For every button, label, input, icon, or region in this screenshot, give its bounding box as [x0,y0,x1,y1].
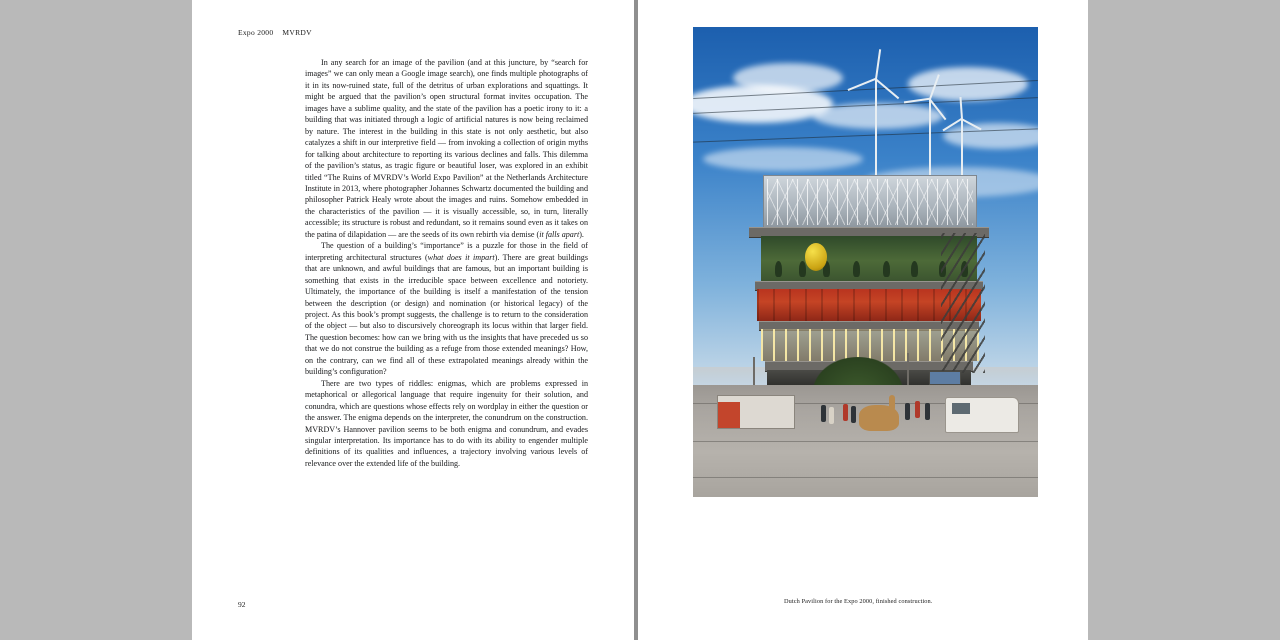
figure-caption: Dutch Pavilion for the Expo 2000, finished construction. [784,598,933,605]
person [905,403,910,420]
tree [853,261,860,277]
cloud [703,147,863,171]
turbine-mast [875,79,877,179]
roof-deck [763,175,977,229]
person [829,407,834,424]
paragraph-1: In any search for an image of the pavilion (and at this juncture, by “search for images” we can only mean a Google image search), one finds multiple photographs of it in its now-ruined state, full of the detritus of urban explorations and squattings. It might be argued that the pavilion’s open structural format invites occupation. The images have a sublime quality, and the state of the pavilion has a poetic irony to it: a building that was initiated through a logic of artificial natures is now being reclaimed by nature. The interest in the building in this state is not only aesthetic, but also catalyzes a shift in our interpretive field — from invoking a collection of origin myths for talking about architecture to reporting its various declines and falls. This dilemma of the pavilion’s status, as tragic figure or beautiful loser, was explored in an exhibit titled “The Ruins of MVRDV’s World Expo Pavilion” at the Netherlands Architecture Institute in 2013, where photographer Johannes Schwartz documented the building and philosopher Patrick Healy wrote about the images and ruins. Somehow embedded in the characteristics of the pavilion — it is visually accessible, so, in turn, literally accessible; its structure is robust and redundant, so it remains sound even as it takes on the patina of dilapidation — are the seeds of its own rebirth via demise (it falls apart). [305,58,588,239]
running-head-left: Expo 2000 [238,28,274,37]
left-page [192,0,634,640]
truck-cab [718,402,740,428]
page-number: 92 [238,600,246,609]
yellow-sphere [805,243,827,271]
running-head-right: MVRDV [282,28,312,37]
right-margin [1088,0,1280,640]
pavilion-photograph [693,27,1038,497]
body-text-column [305,57,588,469]
person [821,405,826,422]
van-window [952,403,970,414]
turbine-mast [929,99,931,185]
left-margin [0,0,192,640]
paragraph-2: The question of a building’s “importance” is a puzzle for those in the field of interpreting architectural structures (what does it impart). There are great buildings that are unknown, and awful buildings that are famous, but an important building is something that exists in the irreducible space between excellence and notoriety. Ultimately, the importance of the building is itself a manifestation of the tension between the description (or design) and nomination (or historical legacy) of the project. As this book’s prompt suggests, the challenge is to return to the consideration of the object — but also to discursively choreograph its locus within that larger field. The question becomes: how can we bring with us the insights that have preceded us so that we do not construe the building as a refuge from those extended meanings? How, on the contrary, can we find all of these extrapolated meanings already within the building’s configuration? [305,241,589,377]
person [925,403,930,420]
cloud [733,63,843,93]
white-van [945,397,1019,433]
running-head [238,28,312,37]
tree [775,261,782,277]
dutch-pavilion-building [745,175,991,385]
tree [911,261,918,277]
paragraph-3: There are two types of riddles: enigmas, which are problems expressed in metaphorical or allegorical language that require ingenuity for their solution, and conundra, which are questions whose effects rely on wordplay in either the question or the answer. The enigma depends on the interpreter, the conundrum on the construction. MVRDV’s Hannover pavilion seems to be both enigma and conundrum, and evades singular interpretation. Its importance has to do with its ability to engender multiple definitions of its qualities and influences, a trajectory involving various levels of relevance over the extended life of the building. [305,378,588,468]
roof-truss-grid [767,179,973,225]
pavement-seam [693,477,1038,478]
pavement-seam [693,441,1038,442]
tree [799,261,806,277]
tree [883,261,890,277]
external-staircase [941,233,985,373]
person [915,401,920,418]
camel [859,405,899,431]
person [851,406,856,423]
person [843,404,848,421]
right-page [638,0,1088,640]
flatbed-truck [717,395,795,429]
billboard-sign [929,371,961,385]
